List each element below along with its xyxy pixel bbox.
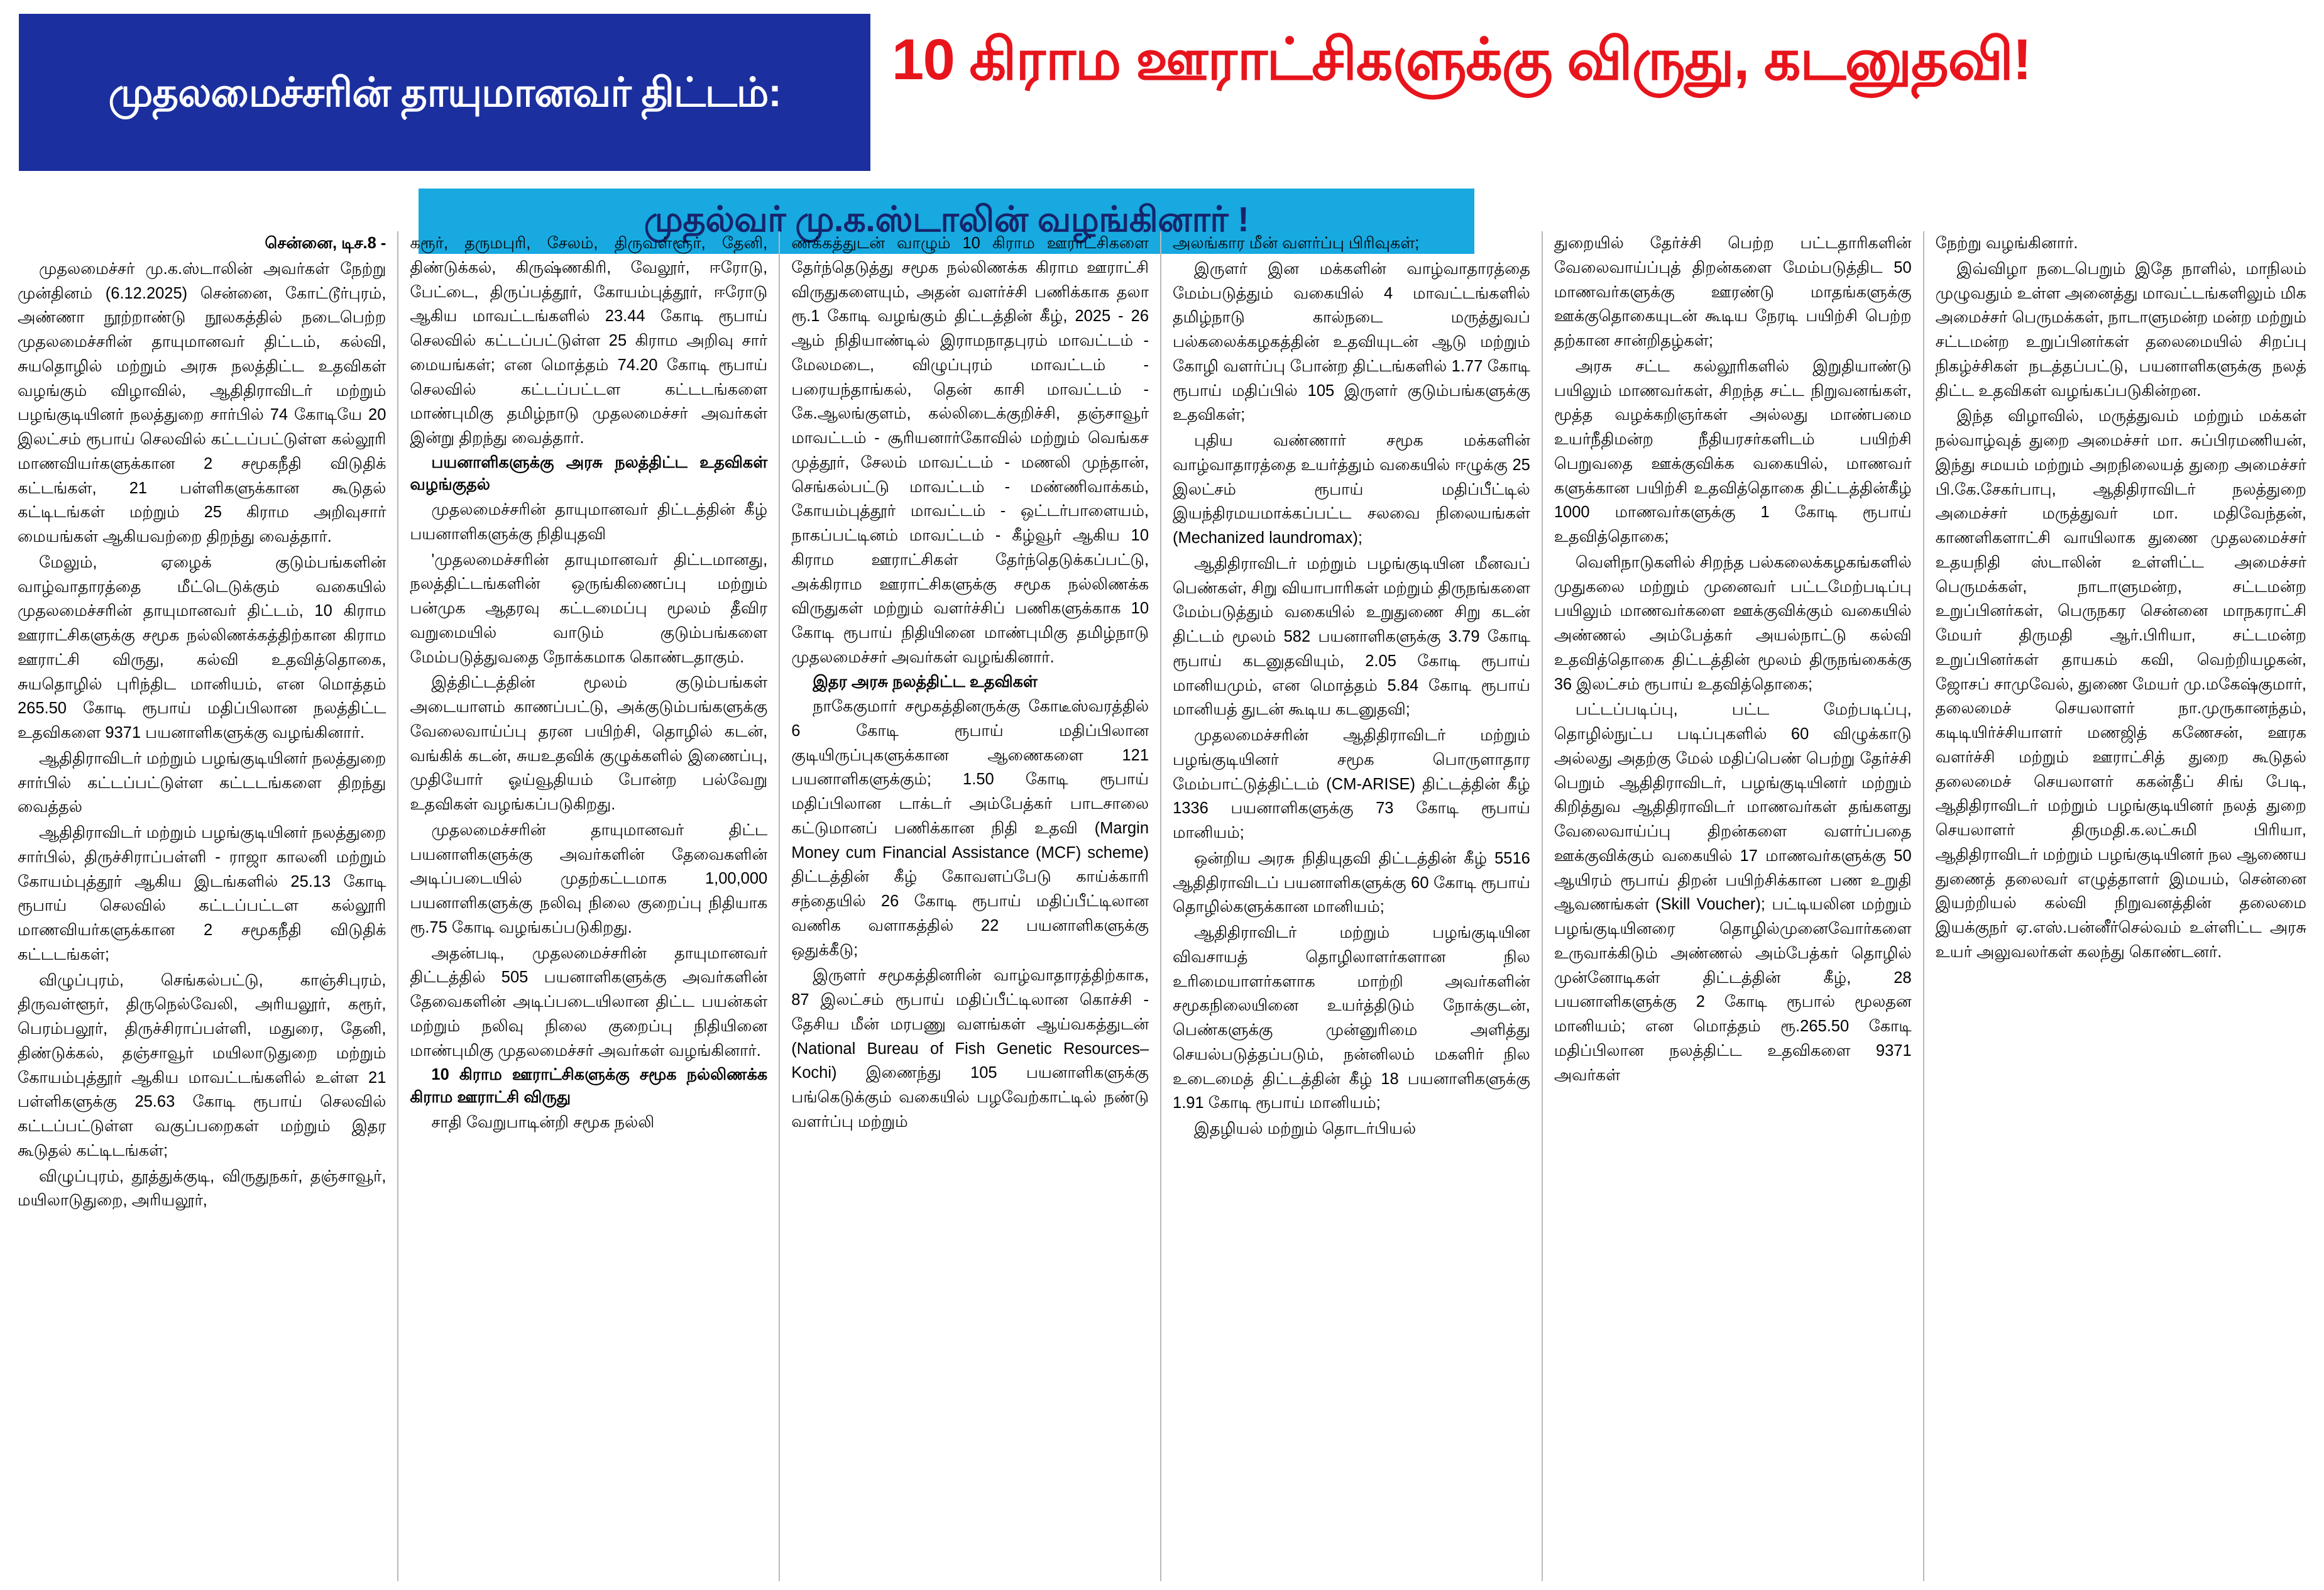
paragraph: 'முதலமைச்சரின் தாயுமானவர் திட்டமானது, நலத்திட்டங்களின் ஒருங்கிணைப்பு மற்றும் பன்முக ஆதரவு கட்டமைப்பு மூலம் தீவிர வறுமையில் வாடும் குடும்பங்களை மேம்படுத்துவதை நோக்கமாக கொண்டதாகும். — [410, 551, 768, 666]
paragraph: இவ்விழா நடைபெறும் இதே நாளில், மாநிலம் முழுவதும் உள்ள அனைத்து மாவட்டங்களிலும் மிக அமைச்சர் பெருமக்கள், நாடாளுமன்ற மன்ற மற்றும் சட்டமன்ற உறுப்பினர்கள் தலைமையில் சிறப்பு நிகழ்ச்சிகள் நடத்தப்பட்டு, பயனாளிகளுக்கு நலத் திட்ட உதவிகள் வழங்கப்படுகின்றன. — [1935, 260, 2306, 400]
paragraph: விழுப்புரம், தூத்துக்குடி, விருதுநகர், தஞ்சாவூர், மயிலாடுதுறை, அரியலூர், — [18, 1167, 386, 1210]
paragraph: முதலமைச்சரின் ஆதிதிராவிடர் மற்றும் பழங்குடியினர் சமூக பொருளாதார மேம்பாட்டுத்திட்டம் (CM-ARISE) திட்டத்தின் கீழ் 1336 பயனாளிகளுக்கு 73 கோடி ரூபாய் மானியம்; — [1173, 726, 1530, 842]
column-3 — [780, 231, 1161, 1581]
headline-wrap — [870, 14, 2305, 92]
paragraph: ஆதிதிராவிடர் மற்றும் பழங்குடியினர் நலத்துறை சார்பில் கட்டப்பட்டுள்ள கட்டடங்களை திறந்து வைத்தல் — [18, 749, 386, 816]
page-headline: 10 கிராம ஊராட்சிகளுக்கு விருது, கடனுதவி! — [892, 28, 2031, 92]
paragraph: சாதி வேறுபாடின்றி சமூக நல்லி — [431, 1113, 655, 1131]
paragraph: முதலமைச்சர் மு.க.ஸ்டாலின் அவர்கள் நேற்று முன்தினம் (6.12.2025) சென்னை, கோட்டூர்புரம், அண்ணா நூற்றாண்டு நூலகத்தில் நடைபெற்ற முதலமைச்சரின் தாயுமானவர் திட்டம், கல்வி, சுயதொழில் மற்றும் அரசு நலத்திட்ட உதவிகள் வழங்கும் விழாவில், ஆதிதிராவிடர் மற்றும் பழங்குடியினர் நலத்துறை சார்பில் 74 கோடியே 20 இலட்சம் ரூபாய் செலவில் கட்டப்பட்டுள்ள கல்லூரி மாணவியர்களுக்கான 2 சமூகநீதி விடுதிக் கட்டங்கள், 21 பள்ளிகளுக்கான கூடுதல் கட்டிடங்கள் மற்றும் 25 கிராம அறிவுசார் மையங்கள் ஆகியவற்றை திறந்து வைத்தார். — [18, 260, 386, 546]
paragraph: விழுப்புரம், செங்கல்பட்டு, காஞ்சிபுரம், திருவள்ளூர், திருநெல்வேலி, அரியலூர், கரூர், பெரம்பலூர், திருச்சிராப்பள்ளி, மதுரை, தேனி, திண்டுக்கல், தஞ்சாவூர் மயிலாடுதுறை மற்றும் கோயம்புத்தூர் ஆகிய மாவட்டங்களில் உள்ள 21 பள்ளிகளுக்கு 25.63 கோடி ரூபாய் செலவில் கட்டப்பட்டுள்ள வகுப்பறைகள் மற்றும் இதர கூடுதல் கட்டிடங்கள்; — [18, 971, 386, 1160]
masthead — [0, 0, 2324, 189]
paragraph: நேற்று வழங்கினார். — [1935, 234, 2078, 252]
paragraph: ஆதிதிராவிடர் மற்றும் பழங்குடியின மீனவப் பெண்கள், சிறு வியாபாரிகள் மற்றும் திருநங்களை மேம்படுத்தும் வகையில் உறுதுணை சிறு கடன் திட்டம் மூலம் 582 பயனாளிகளுக்கு 3.79 கோடி ரூபாய் கடனுதவியும், 2.05 கோடி ரூபாய் மானியமும், என மொத்தம் 5.84 கோடி ரூபாய் மானியத் துடன் கூடிய கடனுதவி; — [1173, 554, 1530, 719]
paragraph: ஒன்றிய அரசு நிதியுதவி திட்டத்தின் கீழ் 5516 ஆதிதிராவிடப் பயனாளிகளுக்கு 60 கோடி ரூபாய் தொழில்களுக்கான மானியம்; — [1173, 849, 1530, 916]
section-subheading: இதர அரசு நலத்திட்ட உதவிகள் — [813, 672, 1038, 691]
column-4 — [1161, 231, 1543, 1581]
kicker-text: முதலமைச்சரின் தாயுமானவர் திட்டம்: — [108, 69, 781, 115]
paragraph: இத்திட்டத்தின் மூலம் குடும்பங்கள் அடையாளம் காணப்பட்டு, அக்குடும்பங்களுக்கு வேலைவாய்ப்பு தரன பயிற்சி, தொழில் கடன், வங்கிக் கடன், சுயஉதவிக் குழுக்களில் இணைப்பு, முதியோர் ஓய்வூதியம் போன்ற பல்வேறு உதவிகள் வழங்கப்படுகிறது. — [410, 674, 768, 814]
subbanner-text: முதல்வர் மு.க.ஸ்டாலின் வழங்கினார் ! — [644, 199, 1249, 239]
paragraph: பட்டப்படிப்பு, பட்ட மேற்படிப்பு, தொழில்நுட்ப படிப்புகளில் 60 விழுக்காடு அல்லது அதற்கு மேல் மதிப்பெண் பெற்று தேர்ச்சி பெறும் ஆதிதிராவிடர், பழங்குடியினர் மற்றும் கிறித்துவ ஆதிதிராவிடர் மாணவர்கள் தங்களது வேலைவாய்ப்பு திறன்களை வளர்ப்பதை ஊக்குவிக்கும் வகையில் 17 மாணவர்களுக்கு 50 ஆயிரம் ரூபாய் திறன் பயிற்சிக்கான பண உறுதி ஆவணங்கள் (Skill Voucher); பட்டியலின மற்றும் பழங்குடியினரை தொழில்முனைவோர்களை உருவாக்கிடும் அண்ணல் அம்பேத்கர் தொழில் முன்னோடிகள் திட்டத்தின் கீழ், 28 பயனாளிகளுக்கு 2 கோடி ரூபால் மூலதன மானியம்; என மொத்தம் ரூ.265.50 கோடி மதிப்பிலான நலத்திட்ட உதவிகளை 9371 அவர்கள் — [1554, 701, 1912, 1084]
paragraph: ஆதிதிராவிடர் மற்றும் பழங்குடியினர் நலத்துறை சார்பில், திருச்சிராப்பள்ளி - ராஜா காலனி மற்றும் கோயம்புத்தூர் ஆகிய இடங்களில் 25.13 கோடி ரூபாய் செலவில் கட்டப்பட்டள கல்லூரி மாணவியர்களுக்கான 2 சமூகநீதி விடுதிக் கட்டடங்கள்; — [18, 824, 386, 963]
paragraph: இருளர் சமூகத்தினரின் வாழ்வாதாரத்திற்காக, 87 இலட்சம் ரூபாய் மதிப்பீட்டிலான கொச்சி - தேசிய மீன் மரபணு வளங்கள் ஆய்வகத்துடன் (National Bureau of Fish Genetic Resources– Kochi) இணைந்து 105 பயனாளிகளுக்கு பங்கெடுக்கும் வகையில் பழவேற்காட்டில் நண்டு வளர்ப்பு மற்றும் — [791, 967, 1149, 1131]
dateline: சென்னை, டிச.8 - — [265, 234, 386, 252]
paragraph: அரசு சட்ட கல்லூரிகளில் இறுதியாண்டு பயிலும் மாணவர்கள், சிறந்த சட்ட நிறுவனங்கள், மூத்த வழக்கறிஞர்கள் அல்லது மாண்பமை உயர்நீதிமன்ற நீதியரசர்களிடம் பயிற்சி பெறுவதை ஊக்குவிக்க வகையில், மாணவர் களுக்கான பயிற்சி உதவித்தொகை திட்டத்தின்கீழ் 1000 மாணவர்களுக்கு 1 கோடி ரூபாய் உதவித்தொகை; — [1554, 357, 1912, 546]
article-body — [18, 231, 2306, 1581]
column-2 — [398, 231, 780, 1581]
paragraph: கரூர், தருமபுரி, சேலம், திருவள்ளூர், தேனி, திண்டுக்கல், கிருஷ்ணகிரி, வேலூர், ஈரோடு, பேட்டை, திருப்பத்தூர், கோயம்புத்தூர், ஈரோடு ஆகிய மாவட்டங்களில் 23.44 கோடி ரூபாய் செலவில் கட்டப்பட்டுள்ள 25 கிராம அறிவு சார் மையங்கள்; என மொத்தம் 74.20 கோடி ரூபாய் செலவில் கட்டப்பட்டள கட்டடங்களை மாண்புமிகு தமிழ்நாடு முதலமைச்சர் அவர்கள் இன்று திறந்து வைத்தார். — [410, 234, 768, 447]
paragraph: இந்த விழாவில், மருத்துவம் மற்றும் மக்கள் நல்வாழ்வுத் துறை அமைச்சர் மா. சுப்பிரமணியன், இந்து சமயம் மற்றும் அறநிலையத் துறை அமைச்சர் பி.கே.சேகர்பாபு, ஆதிதிராவிடர் நலத்துறை அமைச்சர் மருத்துவர் மா. மதிவேந்தன், காணளிகளாட்சி வாயிலாக துணை முதலமைச்சர் உதயநிதி ஸ்டாலின் உள்ளிட்ட அமைச்சர் பெருமக்கள், நாடாளுமன்ற, சட்டமன்ற உறுப்பினர்கள், பெருநகர சென்னை மாநகராட்சி மேயர் திருமதி ஆர்.பிரியா, சட்டமன்ற உறுப்பினர்கள் தாயகம் கவி, வெற்றியழகன், ஜோசப் சாமுவேல், துணை மேயர் மு.மகேஷ்குமார், தலைமைச் செயலாளர் நா.முருகானந்தம், கடிடியிர்ச்சியாளர் மணஜித் கணேசன், ஊரக வளர்ச்சி மற்றும் ஊராட்சித் துறை கூடுதல் தலைமைச் செயலாளர் ககன்தீப் சிங் பேடி, ஆதிதிராவிடர் மற்றும் பழங்குடியினர் நலத் துறை செயலாளர் திருமதி.க.லட்சுமி பிரியா, ஆதிதிராவிடர் மற்றும் பழங்குடியினர் நல ஆணைய துணைத் தலைவர் எழுத்தாளர் இமயம், சென்னை இயற்றியல் கல்வி நிறுவனத்தின் தலைமை இயக்குநர் ஏ.எஸ்.பன்னீர்செல்வம் உள்ளிட்ட அரசு உயர் அலுவலர்கள் கலந்து கொண்டனர். — [1935, 407, 2306, 961]
paragraph: அலங்கார மீன் வளர்ப்பு பிரிவுகள்; — [1173, 234, 1420, 252]
kicker-box — [19, 14, 870, 171]
paragraph: வெளிநாடுகளில் சிறந்த பல்கலைக்கழகங்களில் முதுகலை மற்றும் முனைவர் பட்டமேற்படிப்பு பயிலும் மாணவர்களை ஊக்குவிக்கும் வகையில் அண்ணல் அம்பேத்கர் அயல்நாட்டு கல்வி உதவித்தொகை திட்டத்தின் மூலம் திருநங்கைக்கு 36 இலட்சம் ரூபாய் உதவித்தொகை; — [1554, 553, 1912, 693]
paragraph: ஆதிதிராவிடர் மற்றும் பழங்குடியின விவசாயத் தொழிலாளர்களான நில உரிமையாளர்களாக மாற்றி அவர்களின் சமூகநிலையினை உயர்த்திடும் நோக்குடன், பெண்களுக்கு முன்னுரிமை அளித்து செயல்படுத்தப்படும், நன்னிலம் மகளிர் நில உடைமைத் திட்டத்தின் கீழ் 18 பயனாளிகளுக்கு 1.91 கோடி ரூபாய் மானியம்; — [1173, 924, 1530, 1112]
column-6 — [1924, 231, 2306, 1581]
column-5 — [1543, 231, 1924, 1581]
paragraph: ணக்கத்துடன் வாழும் 10 கிராம ஊராட்சிகளை தேர்ந்தெடுத்து சமூக நல்லிணக்க கிராம ஊராட்சி விருதுகளையும், அதன் வளர்ச்சி பணிக்காக தலா ரூ.1 கோடி வழங்கும் திட்டத்தின் கீழ், 2025 - 26 ஆம் நிதியாண்டில் இராமநாதபுரம் மாவட்டம் - மேலமடை, விழுப்புரம் மாவட்டம் - பரையந்தாங்கல், தென் காசி மாவட்டம் - கே.ஆலங்குளம், கல்லிடைக்குறிச்சி, தஞ்சாவூர் மாவட்டம் - சூரியனார்கோவில் மற்றும் வெங்கச முத்தூர், சேலம் மாவட்டம் - மணலி முந்தான், செங்கல்பட்டு மாவட்டம் - மண்ணிவாக்கம், கோயம்புத்தூர் மாவட்டம் - ஒட்டர்பாளையம், நாகப்பட்டினம் மாவட்டம் - கீழ்வூர் ஆகிய 10 கிராம ஊராட்சிகள் தேர்ந்தெடுக்கப்பட்டு, அக்கிராம ஊராட்சிகளுக்கு சமூக நல்லிணக்க விருதுகள் மற்றும் வளர்ச்சிப் பணிகளுக்காக 10 கோடி ரூபாய் நிதியினை மாண்புமிகு தமிழ்நாடு முதலமைச்சர் அவர்கள் வழங்கினார். — [791, 234, 1149, 666]
paragraph: முதலமைச்சரின் தாயுமானவர் திட்ட பயனாளிகளுக்கு அவர்களின் தேவைகளின் அடிப்படையில் முதற்கட்டமாக 1,00,000 பயனாளிகளுக்கு நலிவு நிலை குறைப்பு நிதியாக ரூ.75 கோடி வழங்கப்படுகிறது. — [410, 821, 768, 936]
paragraph: புதிய வண்ணார் சமூக மக்களின் வாழ்வாதாரத்தை உயர்த்தும் வகையில் ஈழுக்கு 25 இலட்சம் ரூபாய் மதிப்பீட்டில் இயந்திரமயமாக்கப்பட்ட சலவை நிலையங்கள் (Mechanized laundromax); — [1173, 432, 1530, 547]
paragraph: இதழியல் மற்றும் தொடர்பியல் — [1194, 1120, 1417, 1138]
paragraph: துறையில் தேர்ச்சி பெற்ற பட்டதாரிகளின் வேலைவாய்ப்புத் திறன்களை மேம்படுத்திட 50 மாணவர்களுக்கு ஊரண்டு மாதங்களுக்கு ஊக்குதொகையுடன் கூடிய நேரடி பயிற்சி பெற்ற தற்கான சான்றிதழ்கள்; — [1554, 234, 1912, 349]
paragraph: மேலும், ஏழைக் குடும்பங்களின் வாழ்வாதாரத்தை மீட்டெடுக்கும் வகையில் முதலமைச்சரின் தாயுமானவர் திட்டம், 10 கிராம ஊராட்சிகளுக்கு சமூக நல்லிணக்கத்திற்கான கிராம ஊராட்சி விருது, கல்வி உதவித்தொகை, சுயதொழில் புரிந்திட மானியம், என மொத்தம் 265.50 கோடி ரூபாய் மதிப்பிலான நலத்திட்ட உதவிகளை 9371 பயனாளிகளுக்கு வழங்கினார். — [18, 553, 386, 742]
paragraph: அதன்படி, முதலமைச்சரின் தாயுமானவர் திட்டத்தில் 505 பயனாளிகளுக்கு அவர்களின் தேவைகளின் அடிப்படையிலான திட்ட பயன்கள் மற்றும் நலிவு நிலை குறைப்பு நிதியினை மாண்புமிகு முதலமைச்சர் அவர்கள் வழங்கினார். — [410, 944, 768, 1060]
paragraph: நாகேகுமார் சமூகத்தினருக்கு கோடீஸ்வரத்தில் 6 கோடி ரூபாய் மதிப்பிலான குடியிருப்புகளுக்கான ஆணைகளை 121 பயனாளிகளுக்கும்; 1.50 கோடி ரூபாய் மதிப்பிலான டாக்டர் அம்பேத்கர் பாடசாலை கட்டுமானப் பணிக்கான நிதி உதவி (Margin Money cum Financial Assistance (MCF) scheme) திட்டத்தின் கீழ் கோவளப்பேடு காய்க்காரி சந்தையில் 26 கோடி ரூபாய் மதிப்பீட்டிலான வணிக வளாகத்தில் 22 பயனாளிகளுக்கு ஒதுக்கீடு; — [791, 698, 1149, 959]
section-subheading: 10 கிராம ஊராட்சிகளுக்கு சமூக நல்லிணக்க கிராம ஊராட்சி விருது — [410, 1066, 768, 1107]
paragraph: முதலமைச்சரின் தாயுமானவர் திட்டத்தின் கீழ் பயனாளிகளுக்கு நிதியுதவி — [410, 501, 768, 543]
column-1 — [18, 231, 398, 1581]
paragraph: இருளர் இன மக்களின் வாழ்வாதாரத்தை மேம்படுத்தும் வகையில் 4 மாவட்டங்களில் தமிழ்நாடு கால்நடை மருத்துவப் பல்கலைக்கழகத்தின் உதவியுடன் ஆடு மற்றும் கோழி வளர்ப்பு போன்ற திட்டங்களில் 1.77 கோடி ரூபாய் மதிப்பில் 105 இருளர் குடும்பங்களுக்கு உதவிகள்; — [1173, 260, 1530, 424]
section-subheading: பயனாளிகளுக்கு அரசு நலத்திட்ட உதவிகள் வழங்குதல் — [410, 453, 768, 494]
